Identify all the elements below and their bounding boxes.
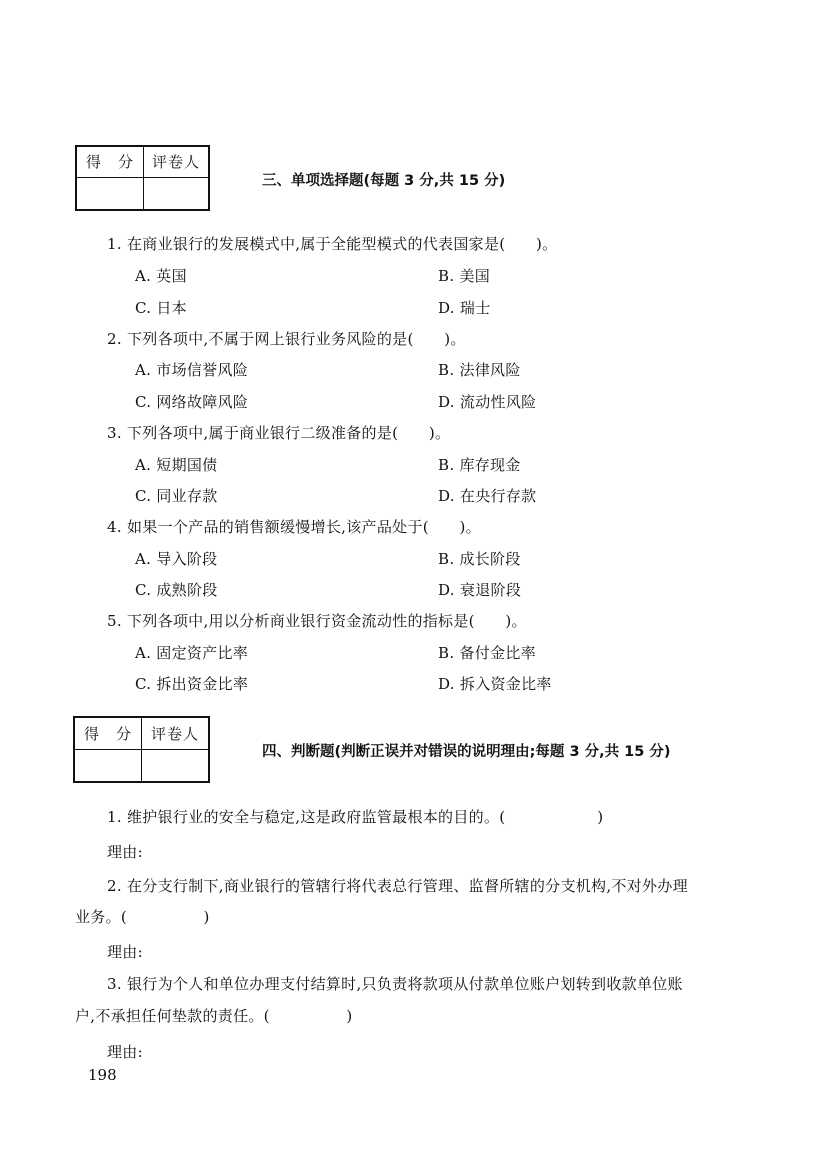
option-c: C. 网络故障风险 [135,393,249,411]
reason-label: 理由: [107,843,143,861]
question-stem: 3. 下列各项中,属于商业银行二级准备的是( )。 [107,424,451,442]
judgment-question-3-cont: 户,不承担任何垫款的责任。( ) [75,1007,353,1025]
option-a: A. 导入阶段 [135,550,218,568]
option-b: B. 库存现金 [438,456,521,474]
grader-label: 评卷人 [144,146,210,177]
question-stem: 4. 如果一个产品的销售额缓慢增长,该产品处于( )。 [107,518,481,536]
option-d: D. 在央行存款 [438,487,537,505]
judgment-question-3: 3. 银行为个人和单位办理支付结算时,只负责将款项从付款单位账户划转到收款单位账 [107,975,683,993]
option-d: D. 瑞士 [438,299,491,317]
judgment-question-2: 2. 在分支行制下,商业银行的管辖行将代表总行管理、监督所辖的分支机构,不对外办理 [107,877,688,895]
option-d: D. 衰退阶段 [438,581,522,599]
score-table-section4 [73,716,210,783]
judgment-question-1: 1. 维护银行业的安全与稳定,这是政府监管最根本的目的。( ) [107,808,604,826]
option-a: A. 英国 [135,267,187,285]
option-c: C. 同业存款 [135,487,218,505]
option-b: B. 法律风险 [438,361,521,379]
option-d: D. 拆入资金比率 [438,675,552,693]
option-a: A. 固定资产比率 [135,644,249,662]
reason-label: 理由: [107,943,143,961]
score-label: 得 分 [76,146,144,177]
option-b: B. 备付金比率 [438,644,536,662]
question-stem: 2. 下列各项中,不属于网上银行业务风险的是( )。 [107,330,466,348]
score-label: 得 分 [74,717,142,749]
question-stem: 1. 在商业银行的发展模式中,属于全能型模式的代表国家是( )。 [107,235,558,253]
option-b: B. 成长阶段 [438,550,521,568]
judgment-question-2-cont: 业务。( ) [75,908,210,926]
option-a: A. 短期国债 [135,456,218,474]
score-cell[interactable] [76,177,144,210]
reason-label: 理由: [107,1043,143,1061]
option-c: C. 拆出资金比率 [135,675,249,693]
page-number: 198 [88,1066,117,1084]
option-a: A. 市场信誉风险 [135,361,249,379]
option-d: D. 流动性风险 [438,393,537,411]
score-table-section3 [75,145,210,211]
section4-title: 四、判断题(判断正误并对错误的说明理由;每题 3 分,共 15 分) [262,744,671,760]
option-c: C. 成熟阶段 [135,581,218,599]
section3-title: 三、单项选择题(每题 3 分,共 15 分) [262,173,506,189]
option-c: C. 日本 [135,299,187,317]
score-cell[interactable] [74,749,142,782]
grader-label: 评卷人 [142,717,210,749]
grader-cell[interactable] [144,177,210,210]
question-stem: 5. 下列各项中,用以分析商业银行资金流动性的指标是( )。 [107,612,527,630]
option-b: B. 美国 [438,267,491,285]
grader-cell[interactable] [142,749,210,782]
